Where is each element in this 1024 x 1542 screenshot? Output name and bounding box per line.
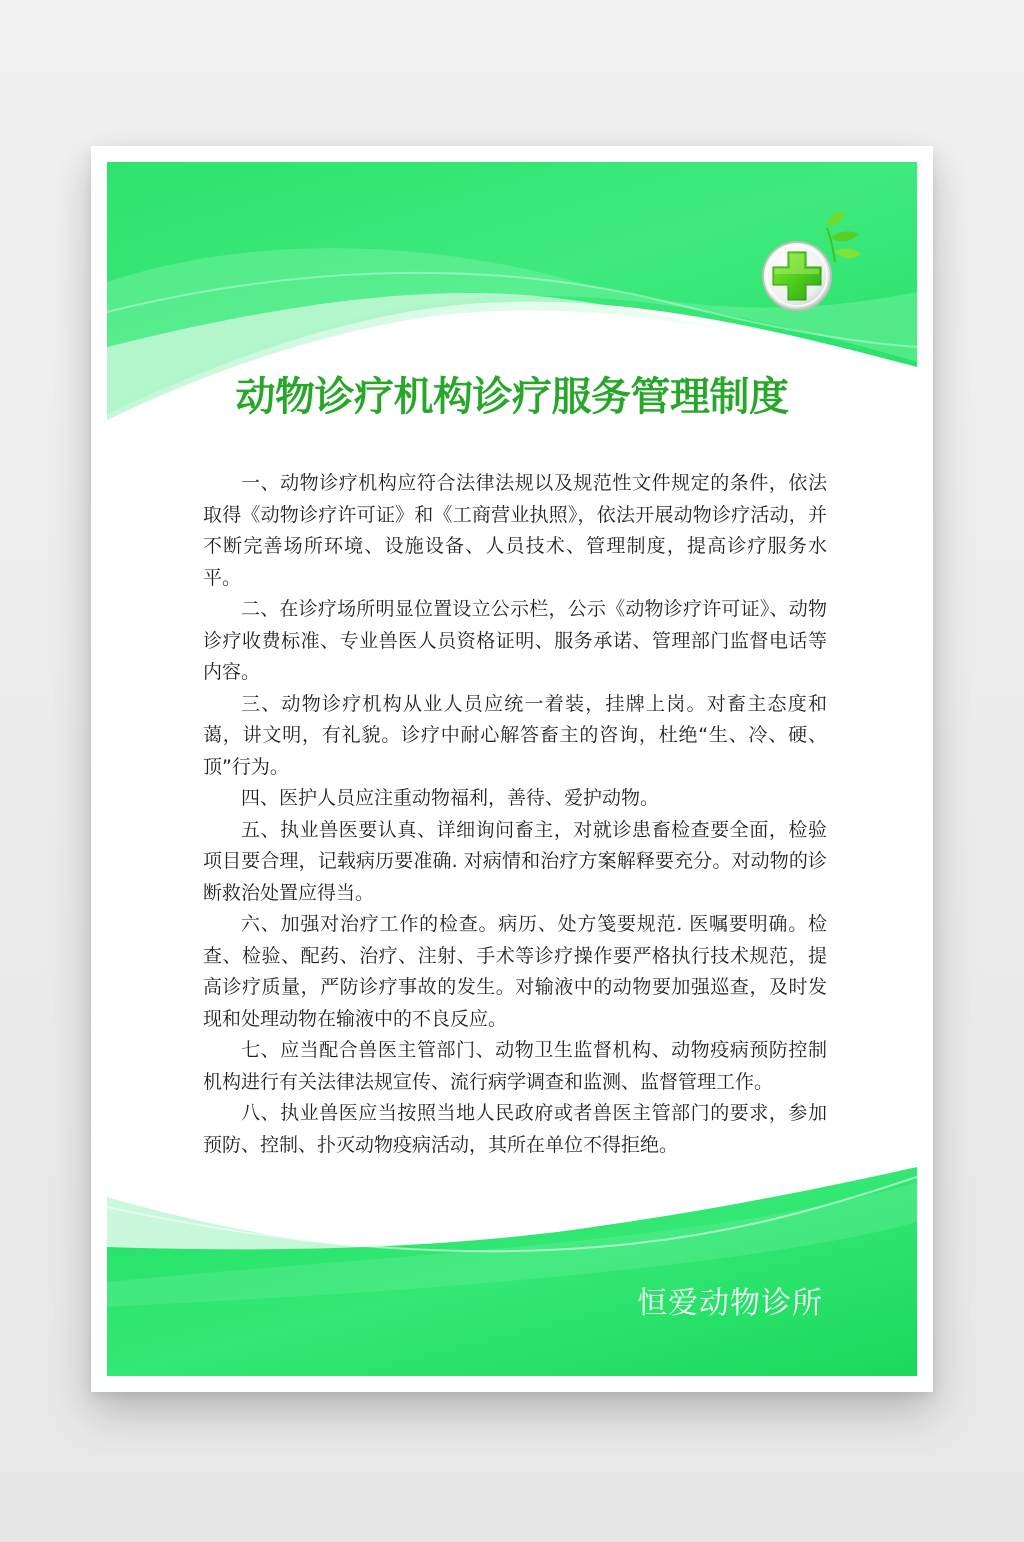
green-medical-cross-with-leaves-icon — [751, 208, 863, 324]
regulation-text — [203, 468, 827, 1161]
paragraph-8: 八、执业兽医应当按照当地人民政府或者兽医主管部门的要求，参加预防、控制、扑灭动物疫病活动，其所在单位不得拒绝。 — [203, 1102, 827, 1156]
poster — [107, 162, 917, 1376]
clinic-name: 恒爱动物诊所 — [637, 1286, 823, 1321]
paragraph-1: 一、动物诊疗机构应符合法律法规以及规范性文件规定的条件，依法取得《动物诊疗许可证》和《工商营业执照》，依法开展动物诊疗活动，并不断完善场所环境、设施设备、人员技术、管理制度，提高诊疗服务水平。 — [203, 472, 827, 589]
page-title: 动物诊疗机构诊疗服务管理制度 — [235, 374, 789, 420]
paragraph-2: 二、在诊疗场所明显位置设立公示栏，公示《动物诊疗许可证》、动物诊疗收费标准、专业兽医人员资格证明、服务承诺、管理部门监督电话等内容。 — [203, 598, 827, 683]
paragraph-6: 六、加强对治疗工作的检查。病历、处方笺要规范. 医嘱要明确。检查、检验、配药、治疗、注射、手术等诊疗操作要严格执行技术规范，提高诊疗质量，严防诊疗事故的发生。对输液中的动物要加强巡查，及时发现和处理动物在输液中的不良反应。 — [203, 913, 827, 1030]
paragraph-7: 七、应当配合兽医主管部门、动物卫生监督机构、动物疫病预防控制机构进行有关法律法规宣传、流行病学调查和监测、监督管理工作。 — [203, 1039, 827, 1093]
paragraph-5: 五、执业兽医要认真、详细询问畜主，对就诊患畜检查要全面，检验项目要合理，记载病历要准确. 对病情和治疗方案解释要充分。对动物的诊断救治处置应得当。 — [203, 818, 827, 904]
paragraph-4: 四、医护人员应注重动物福利，善待、爱护动物。 — [241, 787, 660, 809]
paragraph-3: 三、动物诊疗机构从业人员应统一着装，挂牌上岗。对畜主态度和蔼，讲文明，有礼貌。诊疗中耐心解答畜主的咨询，杜绝“生、冷、硬、顶”行为。 — [203, 692, 827, 778]
